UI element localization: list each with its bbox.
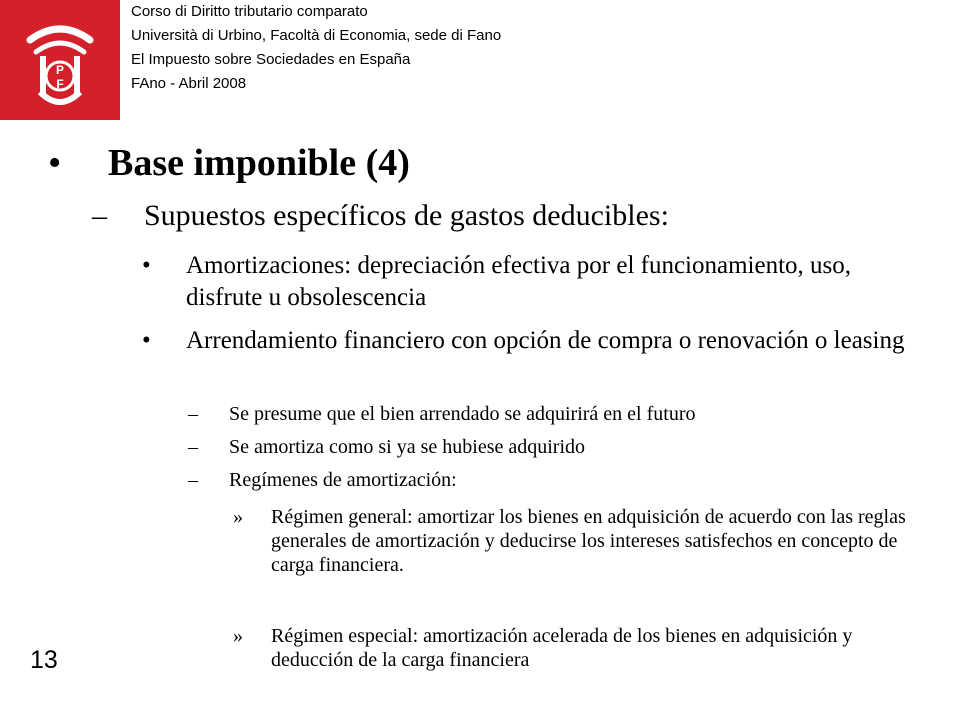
subitem-amortiza: Se amortiza como si ya se hubiese adquirido (229, 436, 586, 458)
course-header (131, 0, 501, 96)
item-amortizaciones: Amortizaciones: depreciación efectiva por el funcionamiento, uso, disfrute u obsolescencia (186, 252, 852, 311)
regime-general: Régimen general: amortizar los bienes en adquisición de acuerdo con las reglas generales de amortización y deducirse los intereses satisfechos en concepto de carga financiera. (271, 506, 906, 576)
header-course-line: Corso di Diritto tributario comparato (131, 3, 368, 20)
title-bullet: • (48, 142, 62, 184)
subitem-presume: Se presume que el bien arrendado se adquirirá en el futuro (229, 403, 696, 425)
svg-text:F: F (56, 77, 64, 91)
item-bullet: • (142, 252, 151, 279)
svg-text:P: P (55, 63, 65, 77)
regime-especial: Régimen especial: amortización acelerada de los bienes en adquisición y deducción de la carga financiera (271, 625, 853, 671)
subitem-regimenes: Regímenes de amortización: (229, 469, 457, 491)
page-number: 13 (30, 646, 58, 674)
slide-subtitle: Supuestos específicos de gastos deducibles: (144, 199, 669, 232)
subitem-dash: – (188, 403, 198, 425)
header-date-line: FAno - Abril 2008 (131, 75, 247, 92)
regime-quote: » (233, 506, 243, 528)
item-bullet: • (142, 327, 151, 354)
university-logo (0, 0, 120, 120)
subitem-dash: – (188, 436, 198, 458)
subtitle-dash: – (92, 199, 107, 232)
slide-title: Base imponible (4) (108, 142, 410, 184)
university-logo-icon (0, 0, 120, 120)
header-topic-line: El Impuesto sobre Sociedades en España (131, 51, 411, 68)
regime-quote: » (233, 625, 243, 647)
item-arrendamiento: Arrendamiento financiero con opción de compra o renovación o leasing (186, 327, 905, 354)
subitem-dash: – (188, 469, 198, 491)
header-university-line: Università di Urbino, Facoltà di Economia, sede di Fano (131, 27, 502, 44)
